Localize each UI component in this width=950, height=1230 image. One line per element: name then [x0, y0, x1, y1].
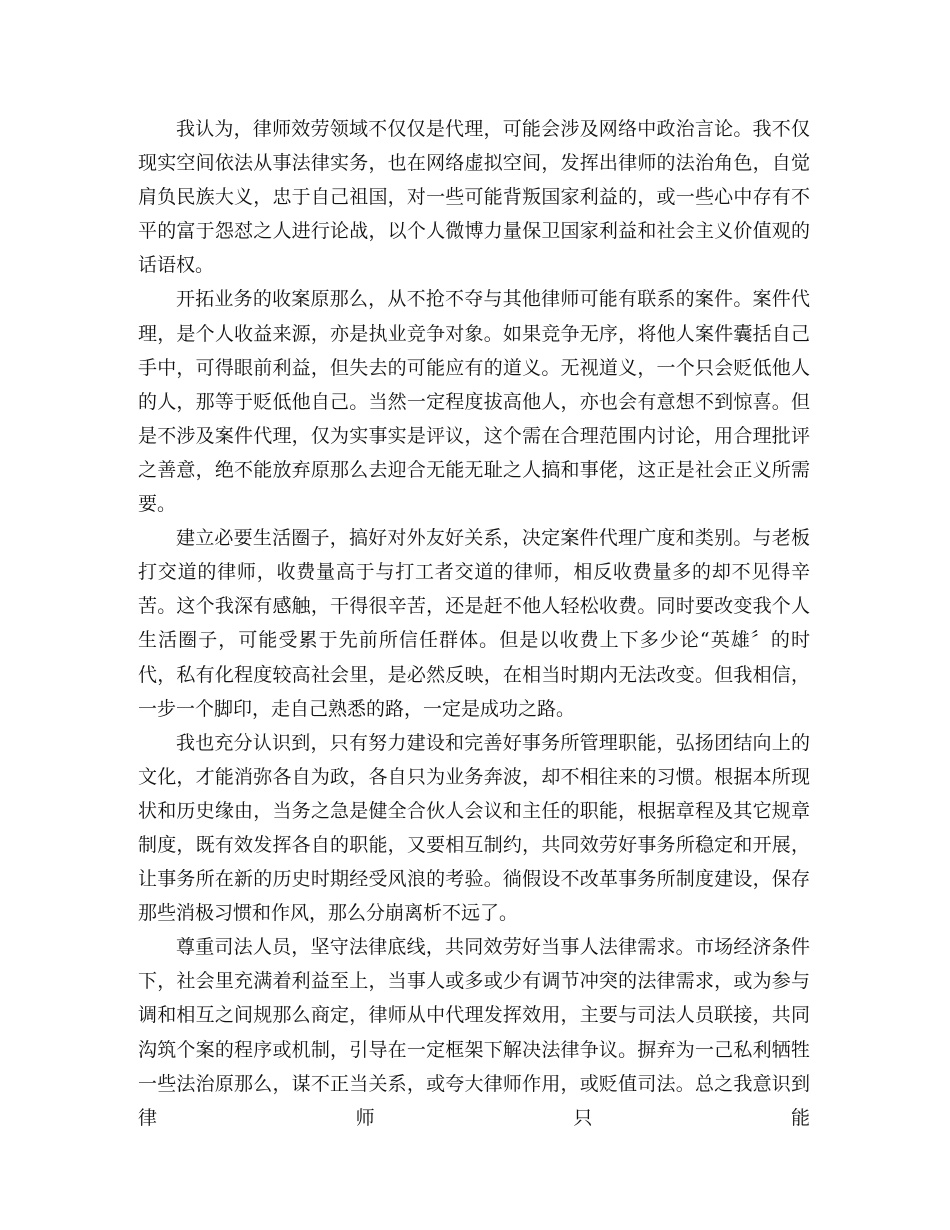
- document-body: [138, 112, 810, 1135]
- paragraph-1: 我认为，律师效劳领域不仅仅是代理，可能会涉及网络中政治言论。我不仅现实空间依法从事法律实务，也在网络虚拟空间，发挥出律师的法治角色，自觉肩负民族大义，忠于自己祖国，对一些可能背叛国家利益的，或一些心中存有不平的富于怨怼之人进行论战，以个人微博力量保卫国家利益和社会主义价值观的话语权。: [138, 118, 810, 277]
- paragraph-2: 开拓业务的收案原那么，从不抢不夺与其他律师可能有联系的案件。案件代理，是个人收益来源，亦是执业竞争对象。如果竞争无序，将他人案件囊括自己手中，可得眼前利益，但失去的可能应有的道义。无视道义，一个只会贬低他人的人，那等于贬低他自己。当然一定程度拔高他人，亦也会有意想不到惊喜。但是不涉及案件代理，仅为实事实是评议，这个需在合理范围内讨论，用合理批评之善意，绝不能放弃原那么去迎合无能无耻之人搞和事佬，这正是社会正义所需要。: [138, 288, 810, 516]
- paragraph-5: 尊重司法人员，坚守法律底线，共同效劳好当事人法律需求。市场经济条件下，社会里充满着利益至上，当事人或多或少有调节冲突的法律需求，或为参与调和相互之间规那么商定，律师从中代理发挥效用，主要与司法人员联接，共同沟筑个案的程序或机制，引导在一定框架下解决法律争议。摒弃为一己私利牺牲一些法治原那么，谋不正当关系，或夸大律师作用，或贬值司法。总之我意识到律师只能: [138, 936, 810, 1129]
- paragraph-4: 我也充分认识到，只有努力建设和完善好事务所管理职能，弘扬团结向上的文化，才能消弥各自为政，各自只为业务奔波，却不相往来的习惯。根据本所现状和历史缘由，当务之急是健全合伙人会议和主任的职能，根据章程及其它规章制度，既有效发挥各自的职能，又要相互制约，共同效劳好事务所稳定和开展，让事务所在新的历史时期经受风浪的考验。徜假设不改革事务所制度建设，保存那些消极习惯和作风，那么分崩离析不远了。: [138, 731, 810, 925]
- paragraph-3: 建立必要生活圈子，搞好对外友好关系，决定案件代理广度和类别。与老板打交道的律师，收费量高于与打工者交道的律师，相反收费量多的却不见得辛苦。这个我深有感触，干得很辛苦，还是赶不他人轻松收费。同时要改变我个人生活圈子，可能受累于先前所信任群体。但是以收费上下多少论“英雄〞的时代，私有化程度较高社会里，是必然反映，在相当时期内无法改变。但我相信，一步一个脚印，走自己熟悉的路，一定是成功之路。: [138, 527, 810, 720]
